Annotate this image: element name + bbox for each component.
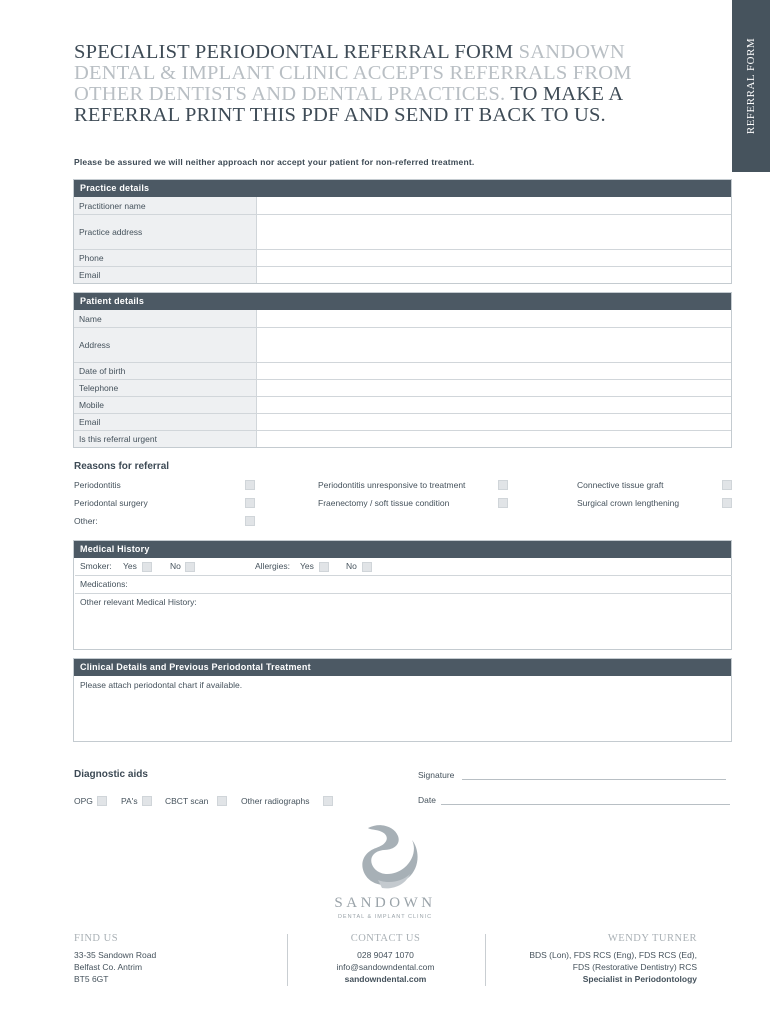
field-label: Mobile: [74, 397, 257, 413]
date-of-birth-field[interactable]: [257, 363, 731, 379]
practice-details-header: Practice details: [74, 180, 731, 197]
reasons-title: Reasons for referral: [74, 461, 170, 472]
reason-label: Connective tissue graft: [577, 480, 664, 490]
medical-history-section: [73, 540, 732, 650]
patient-row: [74, 396, 731, 413]
swan-body: [362, 825, 417, 885]
clinical-note: Please attach periodontal chart if available.: [80, 680, 243, 690]
practice-phone-field[interactable]: [257, 250, 731, 266]
smoker-no-label: No: [170, 561, 181, 571]
reason-label: Periodontitis unresponsive to treatment: [318, 480, 466, 490]
medications-label: Medications:: [80, 579, 128, 589]
email-link[interactable]: info@sandowndental.com: [336, 962, 435, 972]
swan-logo: [328, 822, 446, 896]
cta-text: TO MAKE A REFERRAL PRINT THIS PDF AND SEND IT BACK TO US.: [74, 83, 623, 126]
patient-address-field[interactable]: [257, 328, 731, 362]
diagnostic-title: Diagnostic aids: [74, 769, 148, 780]
specialist-name: WENDY TURNER: [607, 933, 697, 944]
qualification-line: BDS (Lon), FDS RCS (Eng), FDS RCS (Ed),: [529, 950, 697, 960]
diag-label: CBCT scan: [165, 796, 209, 806]
headline: [74, 42, 694, 126]
other-reason-checkbox[interactable]: [245, 516, 255, 526]
smoker-no-checkbox[interactable]: [185, 562, 195, 572]
field-label: Phone: [74, 250, 257, 266]
patient-row: [74, 379, 731, 396]
allergies-yes-checkbox[interactable]: [319, 562, 329, 572]
crown-lengthening-checkbox[interactable]: [722, 498, 732, 508]
patient-row: [74, 310, 731, 327]
assurance-note: Please be assured we will neither approach nor accept your patient for non-referred treatment.: [74, 157, 475, 167]
phone-number[interactable]: 028 9047 1070: [357, 950, 414, 960]
patient-details-header: Patient details: [74, 293, 731, 310]
patient-name-field[interactable]: [257, 310, 731, 327]
allergies-no-label: No: [346, 561, 357, 571]
intro-text: SANDOWN DENTAL & IMPLANT CLINIC ACCEPTS REFERRALS FROM OTHER DENTISTS AND DENTAL PRACTICES.: [74, 41, 632, 105]
field-label: Is this referral urgent: [74, 431, 257, 447]
reason-label: Surgical crown lengthening: [577, 498, 680, 508]
contact-us-title: CONTACT US: [350, 933, 421, 944]
smoker-yes-checkbox[interactable]: [142, 562, 152, 572]
form-title: SPECIALIST PERIODONTAL REFERRAL FORM: [74, 41, 514, 63]
website-link[interactable]: sandowndental.com: [344, 974, 427, 984]
side-tab-label-wrap: [732, 0, 770, 172]
practice-email-field[interactable]: [257, 267, 731, 283]
reason-label: Periodontal surgery: [74, 498, 148, 508]
find-us-title: FIND US: [74, 933, 119, 944]
reason-label: Fraenectomy / soft tissue condition: [318, 498, 450, 508]
unresponsive-checkbox[interactable]: [498, 480, 508, 490]
address-line: BT5 6GT: [74, 974, 109, 984]
footer-divider: [485, 934, 486, 986]
allergies-yes-label: Yes: [300, 561, 314, 571]
field-label: Email: [74, 267, 257, 283]
patient-row: [74, 327, 731, 362]
patient-email-field[interactable]: [257, 414, 731, 430]
field-label: Telephone: [74, 380, 257, 396]
fraenectomy-checkbox[interactable]: [498, 498, 508, 508]
brand-name: SANDOWN: [334, 895, 436, 911]
practice-row: [74, 214, 731, 249]
signature-label: Signature: [418, 770, 455, 780]
opg-checkbox[interactable]: [97, 796, 107, 806]
date-field[interactable]: [441, 804, 730, 805]
reason-label: Other:: [74, 516, 98, 526]
field-label: Practice address: [74, 215, 257, 249]
field-label: Date of birth: [74, 363, 257, 379]
field-label: Email: [74, 414, 257, 430]
side-tab-label: REFERRAL FORM: [745, 37, 758, 135]
allergies-label: Allergies:: [255, 561, 290, 571]
patient-details-section: [73, 292, 732, 448]
tissue-graft-checkbox[interactable]: [722, 480, 732, 490]
diag-label: OPG: [74, 796, 93, 806]
patient-row: [74, 413, 731, 430]
periodontal-surgery-checkbox[interactable]: [245, 498, 255, 508]
diag-label: Other radiographs: [241, 796, 310, 806]
mobile-field[interactable]: [257, 397, 731, 413]
practice-address-field[interactable]: [257, 215, 731, 249]
patient-row: [74, 362, 731, 379]
clinical-details-header: Clinical Details and Previous Periodontal Treatment: [74, 659, 731, 676]
cbct-checkbox[interactable]: [217, 796, 227, 806]
diag-label: PA's: [121, 796, 138, 806]
practice-row: [74, 249, 731, 266]
other-history-label: Other relevant Medical History:: [80, 597, 197, 607]
clinical-details-section: [73, 658, 732, 742]
signature-field[interactable]: [462, 779, 726, 780]
divider: [75, 593, 732, 594]
divider: [75, 575, 732, 576]
field-label: Name: [74, 310, 257, 327]
address-line: 33-35 Sandown Road: [74, 950, 157, 960]
field-label: Address: [74, 328, 257, 362]
periodontitis-checkbox[interactable]: [245, 480, 255, 490]
date-label: Date: [418, 795, 436, 805]
smoker-yes-label: Yes: [123, 561, 137, 571]
other-radiographs-checkbox[interactable]: [323, 796, 333, 806]
reason-label: Periodontitis: [74, 480, 121, 490]
medical-history-header: Medical History: [74, 541, 731, 558]
urgent-referral-field[interactable]: [257, 431, 731, 447]
address-line: Belfast Co. Antrim: [74, 962, 143, 972]
practice-row: [74, 197, 731, 214]
specialty-line: Specialist in Periodontology: [582, 974, 697, 984]
allergies-no-checkbox[interactable]: [362, 562, 372, 572]
brand-subtitle: DENTAL & IMPLANT CLINIC: [337, 914, 433, 920]
qualification-line: FDS (Restorative Dentistry) RCS: [572, 962, 697, 972]
smoker-label: Smoker:: [80, 561, 112, 571]
telephone-field[interactable]: [257, 380, 731, 396]
practice-row: [74, 266, 731, 283]
patient-row: [74, 430, 731, 447]
practice-details-section: [73, 179, 732, 284]
practitioner-name-field[interactable]: [257, 197, 731, 214]
field-label: Practitioner name: [74, 197, 257, 214]
pas-checkbox[interactable]: [142, 796, 152, 806]
